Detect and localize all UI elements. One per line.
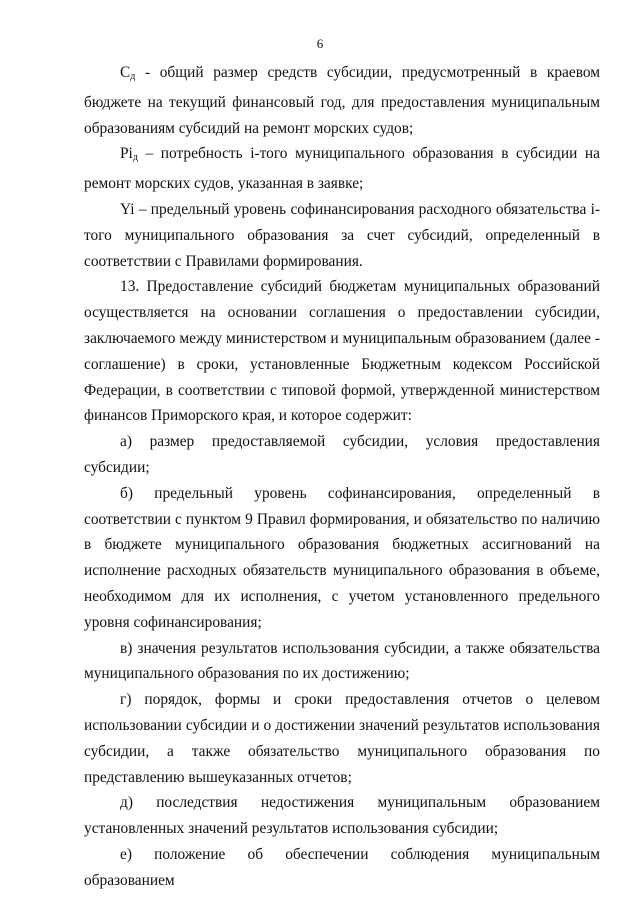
paragraph-cd-definition: $С_д$ - общий размер средств субсидии, предусмотренный в краевом бюджете на текущий финансовый год, для предоставления муниципальным образованиям субсидий на ремонт морских судов; xyxy=(84,64,600,137)
list-item-e: е) положение об обеспечении соблюдения муниципальным образованием xyxy=(84,845,600,889)
document-body xyxy=(84,60,600,894)
list-item-d: д) последствия недостижения муниципальным образованием установленных значений результатов использования субсидии; xyxy=(84,794,600,838)
page-number: 6 xyxy=(316,36,324,51)
paragraph-pid-definition: $Рi_д$ – потребность i-того муниципального образования в субсидии на ремонт морских судов, указанная в заявке; xyxy=(84,145,600,193)
paragraph-13: 13. Предоставление субсидий бюджетам муниципальных образований осуществляется на основании соглашения о предоставлении субсидии, заключаемого между министерством и муниципальным образованием (далее - соглашение) в сроки, установленные Бюджетным кодексом Российской Федерации, в соответствии с типовой формой, утвержденной министерством финансов Приморского края, и которое содержит: xyxy=(84,278,600,425)
list-item-b: б) предельный уровень софинансирования, определенный в соответствии с пунктом 9 Правил формирования, и обязательство по наличию в бюджете муниципального образования бюджетных ассигнований на исполнение расходных обязательств муниципального образования в объеме, необходимом для их исполнения, с учетом установленного предельного уровня софинансирования; xyxy=(84,484,600,631)
formula-symbol: $Рi_д$ xyxy=(120,145,138,164)
list-item-g: г) порядок, формы и сроки предоставления отчетов о целевом использовании субсидии и о достижении значений результатов использования субсидии, а также обязательство муниципального образования по представлению вышеуказанных отчетов; xyxy=(84,691,600,786)
list-item-v: в) значения результатов использования субсидии, а также обязательства муниципального образования по их достижению; xyxy=(84,639,600,683)
paragraph-yi-definition: Yi – предельный уровень софинансирования расходного обязательства i-того муниципального образования за счет субсидий, определенный в соответствии с Правилами формирования. xyxy=(84,200,600,270)
formula-symbol: $С_д$ xyxy=(120,64,136,82)
formula-symbol: Yi xyxy=(120,200,135,218)
list-item-a: а) размер предоставляемой субсидии, условия предоставления субсидии; xyxy=(84,433,600,476)
